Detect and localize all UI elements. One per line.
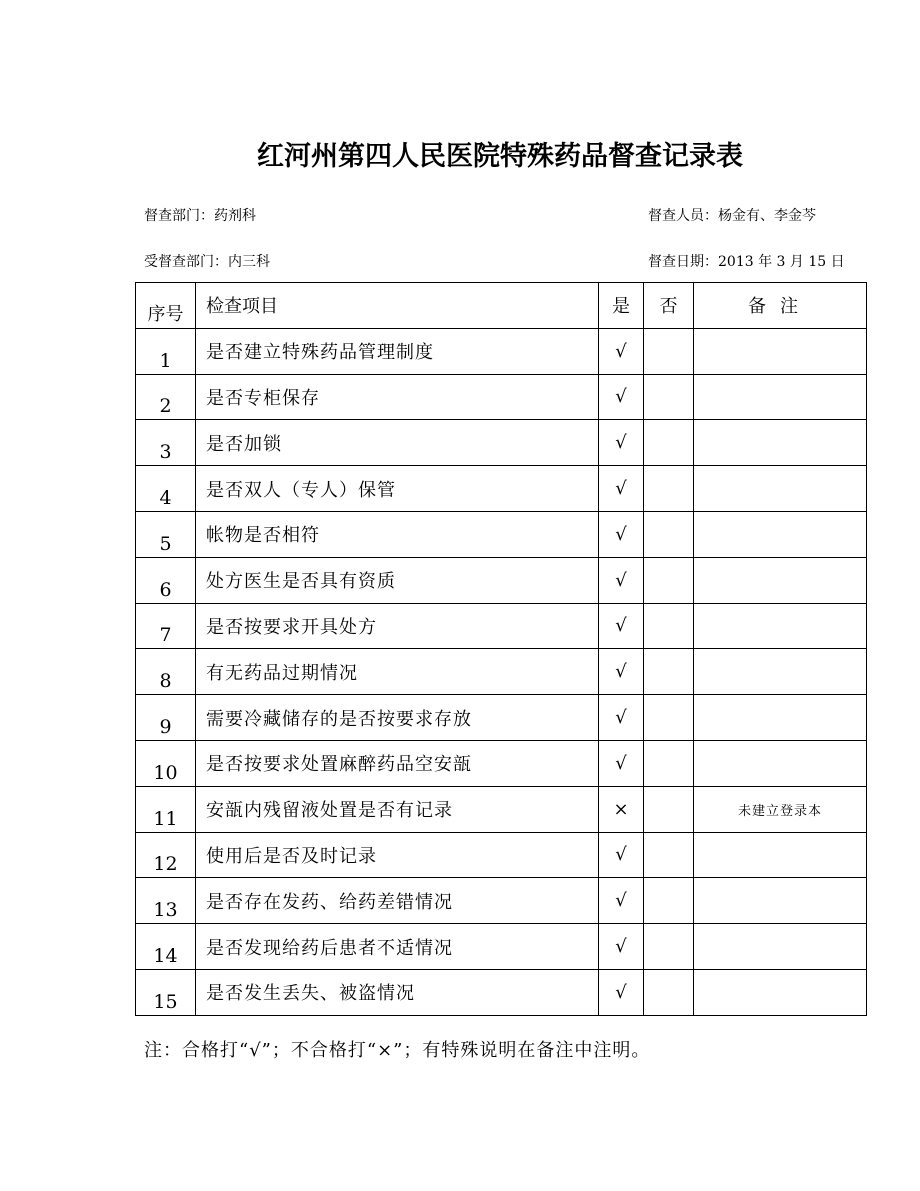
row-no-mark bbox=[644, 328, 694, 374]
row-yes-mark: × bbox=[599, 786, 644, 832]
row-yes-mark: √ bbox=[599, 603, 644, 649]
row-serial-number: 6 bbox=[136, 557, 196, 603]
table-row bbox=[136, 695, 867, 741]
row-check-item: 有无药品过期情况 bbox=[196, 649, 599, 695]
row-serial-number: 8 bbox=[136, 649, 196, 695]
row-serial-number: 3 bbox=[136, 420, 196, 466]
row-check-item: 是否发现给药后患者不适情况 bbox=[196, 924, 599, 970]
row-remark: 未建立登录本 bbox=[694, 786, 867, 832]
row-yes-mark: √ bbox=[599, 557, 644, 603]
row-serial-number: 14 bbox=[136, 924, 196, 970]
row-no-mark bbox=[644, 649, 694, 695]
row-check-item: 需要冷藏储存的是否按要求存放 bbox=[196, 695, 599, 741]
row-no-mark bbox=[644, 695, 694, 741]
row-yes-mark: √ bbox=[599, 328, 644, 374]
header-check-item: 检查项目 bbox=[196, 283, 599, 329]
row-no-mark bbox=[644, 969, 694, 1015]
row-remark bbox=[694, 740, 867, 786]
row-no-mark bbox=[644, 878, 694, 924]
row-remark bbox=[694, 695, 867, 741]
row-no-mark bbox=[644, 420, 694, 466]
row-serial-number: 5 bbox=[136, 511, 196, 557]
row-no-mark bbox=[644, 603, 694, 649]
inspected-department bbox=[144, 251, 270, 271]
row-yes-mark: √ bbox=[599, 466, 644, 512]
table-row bbox=[136, 786, 867, 832]
row-check-item: 使用后是否及时记录 bbox=[196, 832, 599, 878]
row-check-item: 是否加锁 bbox=[196, 420, 599, 466]
row-yes-mark: √ bbox=[599, 695, 644, 741]
row-remark bbox=[694, 420, 867, 466]
row-no-mark bbox=[644, 466, 694, 512]
table-row bbox=[136, 420, 867, 466]
row-check-item: 帐物是否相符 bbox=[196, 511, 599, 557]
inspected-department-value: 内三科 bbox=[228, 254, 270, 270]
row-no-mark bbox=[644, 740, 694, 786]
row-remark bbox=[694, 557, 867, 603]
row-serial-number: 13 bbox=[136, 878, 196, 924]
document-title: 红河州第四人民医院特殊药品督查记录表 bbox=[257, 141, 743, 172]
row-remark bbox=[694, 511, 867, 557]
row-yes-mark: √ bbox=[599, 969, 644, 1015]
row-yes-mark: √ bbox=[599, 924, 644, 970]
inspecting-department bbox=[144, 205, 256, 225]
row-no-mark bbox=[644, 832, 694, 878]
header-serial-number: 序号 bbox=[136, 283, 196, 329]
row-serial-number: 2 bbox=[136, 374, 196, 420]
inspection-date bbox=[648, 251, 845, 271]
table-row bbox=[136, 511, 867, 557]
table-row bbox=[136, 328, 867, 374]
row-yes-mark: √ bbox=[599, 420, 644, 466]
row-yes-mark: √ bbox=[599, 511, 644, 557]
table-row bbox=[136, 832, 867, 878]
row-serial-number: 12 bbox=[136, 832, 196, 878]
row-no-mark bbox=[644, 374, 694, 420]
row-check-item: 是否按要求开具处方 bbox=[196, 603, 599, 649]
table-row bbox=[136, 603, 867, 649]
row-yes-mark: √ bbox=[599, 740, 644, 786]
table-row bbox=[136, 374, 867, 420]
row-yes-mark: √ bbox=[599, 374, 644, 420]
row-check-item: 是否发生丢失、被盗情况 bbox=[196, 969, 599, 1015]
row-yes-mark: √ bbox=[599, 832, 644, 878]
row-serial-number: 10 bbox=[136, 740, 196, 786]
inspectors-label: 督查人员： bbox=[648, 208, 718, 224]
inspection-date-label: 督查日期： bbox=[648, 254, 718, 270]
table-row bbox=[136, 878, 867, 924]
footnote: 注：合格打“√”；不合格打“×”；有特殊说明在备注中注明。 bbox=[144, 1040, 651, 1061]
row-serial-number: 9 bbox=[136, 695, 196, 741]
row-remark bbox=[694, 466, 867, 512]
inspection-date-value: 2013 年 3 月 15 日 bbox=[718, 254, 845, 270]
table-row bbox=[136, 924, 867, 970]
row-remark bbox=[694, 924, 867, 970]
row-serial-number: 1 bbox=[136, 328, 196, 374]
table-row bbox=[136, 557, 867, 603]
inspected-department-label: 受督查部门： bbox=[144, 254, 228, 270]
row-remark bbox=[694, 374, 867, 420]
table-row bbox=[136, 466, 867, 512]
row-remark bbox=[694, 649, 867, 695]
inspection-table bbox=[135, 282, 867, 1016]
row-remark bbox=[694, 328, 867, 374]
table-row bbox=[136, 649, 867, 695]
row-check-item: 是否双人（专人）保管 bbox=[196, 466, 599, 512]
row-remark bbox=[694, 832, 867, 878]
row-no-mark bbox=[644, 786, 694, 832]
inspecting-department-label: 督查部门： bbox=[144, 208, 214, 224]
row-no-mark bbox=[644, 511, 694, 557]
row-check-item: 是否专柜保存 bbox=[196, 374, 599, 420]
inspecting-department-value: 药剂科 bbox=[214, 208, 256, 224]
row-serial-number: 11 bbox=[136, 786, 196, 832]
row-serial-number: 7 bbox=[136, 603, 196, 649]
table-row bbox=[136, 740, 867, 786]
row-yes-mark: √ bbox=[599, 878, 644, 924]
header-no: 否 bbox=[644, 283, 694, 329]
table-row bbox=[136, 969, 867, 1015]
row-check-item: 是否按要求处置麻醉药品空安瓿 bbox=[196, 740, 599, 786]
row-check-item: 处方医生是否具有资质 bbox=[196, 557, 599, 603]
row-check-item: 是否建立特殊药品管理制度 bbox=[196, 328, 599, 374]
table-header-row bbox=[136, 283, 867, 329]
row-serial-number: 15 bbox=[136, 969, 196, 1015]
header-yes: 是 bbox=[599, 283, 644, 329]
row-check-item: 安瓿内残留液处置是否有记录 bbox=[196, 786, 599, 832]
row-remark bbox=[694, 969, 867, 1015]
row-serial-number: 4 bbox=[136, 466, 196, 512]
inspectors bbox=[648, 205, 816, 225]
row-check-item: 是否存在发药、给药差错情况 bbox=[196, 878, 599, 924]
row-no-mark bbox=[644, 557, 694, 603]
row-remark bbox=[694, 603, 867, 649]
row-no-mark bbox=[644, 924, 694, 970]
row-yes-mark: √ bbox=[599, 649, 644, 695]
header-remark: 备注 bbox=[694, 283, 867, 329]
row-remark bbox=[694, 878, 867, 924]
inspectors-value: 杨金有、李金芩 bbox=[718, 208, 816, 224]
